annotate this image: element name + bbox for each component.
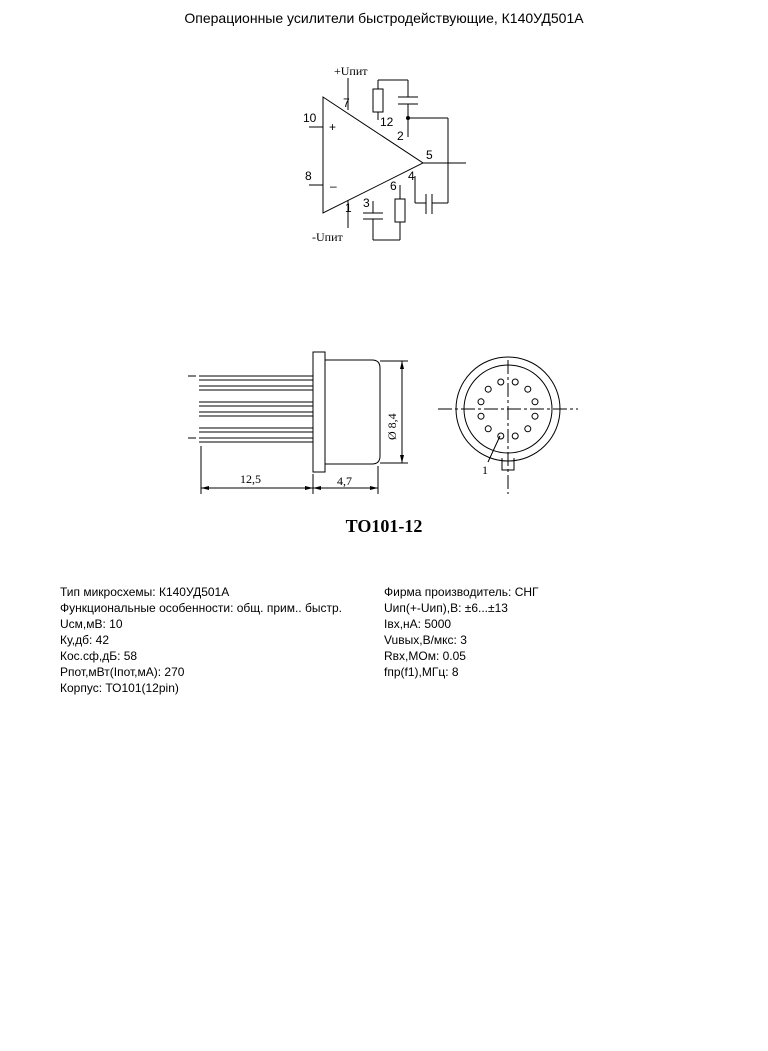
spec-line: Рпот,мВт(Iпот,мА): 270 [60,665,185,679]
pin-circle [532,399,538,405]
spec-line: Тип микросхемы: К140УД501А [60,585,230,599]
package-name: ТО101-12 [345,516,423,536]
plus-sign: + [329,120,337,134]
pin1-label: 1 [482,463,488,477]
pin-label-4: 4 [408,169,415,183]
dimension-diameter: Ø 8,4 [385,413,399,440]
dimension-body: 4,7 [337,474,352,488]
pin-circle [498,379,504,385]
pin-label-12: 12 [380,115,394,129]
spec-line: Uип(+-Uип),В: ±6...±13 [384,601,508,615]
page-title: Операционные усилители быстродействующие, К140УД501А [184,10,584,26]
junction-dot [406,116,410,120]
pin-circle [525,386,531,392]
supply-pos-label: +Uпит [334,64,368,78]
pin-circle [485,426,491,432]
dimension-length: 12,5 [240,472,261,486]
pin-circle [525,426,531,432]
pin-label-2: 2 [397,129,404,143]
specs-right [384,584,539,680]
pin-circle [532,413,538,419]
pin-circle [512,379,518,385]
spec-line: Ку,дб: 42 [60,633,110,647]
pin-circle [512,433,518,439]
pin-circle [498,433,504,439]
pin-label-5: 5 [426,148,433,162]
pin-circle [478,399,484,405]
resistor-bottom [395,199,405,222]
spec-line: fпр(f1),МГц: 8 [384,665,459,679]
spec-line: Фирма производитель: СНГ [384,585,539,599]
resistor-top [373,89,383,112]
spec-line: Корпус: ТО101(12pin) [60,681,179,695]
pin-label-6: 6 [390,179,397,193]
spec-line: Iвх,нА: 5000 [384,617,452,631]
spec-line: Uсм,мВ: 10 [60,617,123,631]
pin-label-8: 8 [305,169,312,183]
spec-line: Функциональные особенности: общ. прим.. быстр. [60,601,342,615]
spec-line: Кос.сф,дБ: 58 [60,649,138,663]
supply-neg-label: -Uпит [312,230,343,244]
pin-label-7: 7 [343,96,350,110]
minus-sign: – [330,179,337,193]
spec-line: Rвх,МОм: 0.05 [384,649,466,663]
pin-label-10: 10 [303,111,317,125]
pin-circle [485,386,491,392]
opamp-schematic [309,78,466,240]
package-side-view [188,352,408,494]
pin-circle [478,413,484,419]
package-bottom-view [438,357,578,494]
pin-label-1: 1 [345,201,352,215]
spec-line: Vuвых,В/мкс: 3 [384,633,467,647]
specs-left [60,584,342,696]
pin-label-3: 3 [363,196,370,210]
